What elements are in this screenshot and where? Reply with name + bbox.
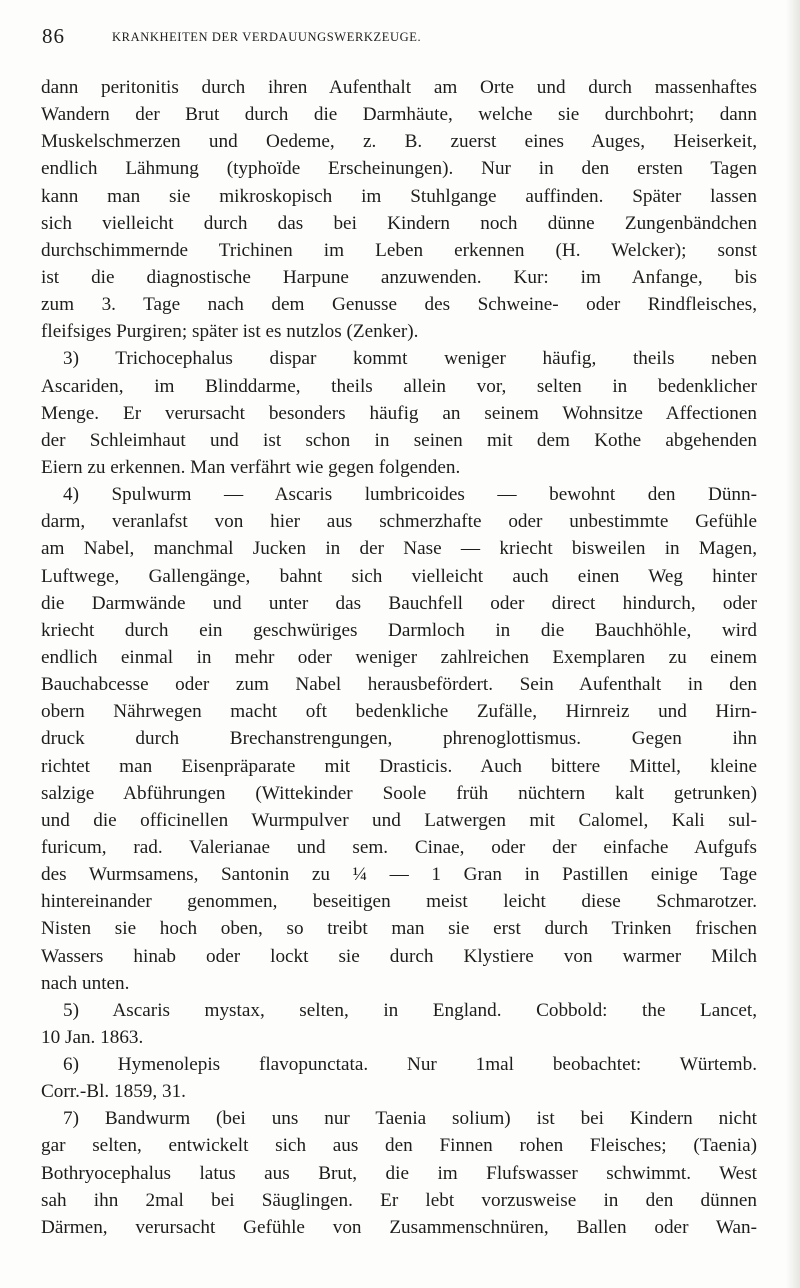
- text-line: zum 3. Tage nach dem Genusse des Schweine- oder Rindfleisches,: [41, 294, 757, 316]
- text-line: durchschimmernde Trichinen im Leben erkennen (H. Welcker); sonst: [41, 239, 757, 261]
- text-line: der Schleimhaut und ist schon in seinen mit dem Kothe abgehenden: [41, 429, 757, 451]
- text-line: Menge. Er verursacht besonders häufig an seinem Wohnsitze Affectionen: [41, 402, 757, 424]
- text-line: 4) Spulwurm — Ascaris lumbricoides — bewohnt den Dünn-: [63, 484, 757, 506]
- text-line: Nisten sie hoch oben, so treibt man sie erst durch Trinken frischen: [41, 918, 757, 940]
- page-edge-shadow: [786, 0, 800, 1288]
- text-line: 5) Ascaris mystax, selten, in England. Cobbold: the Lancet,: [63, 999, 757, 1021]
- text-line: Wandern der Brut durch die Darmhäute, welche sie durchbohrt; dann: [41, 104, 757, 126]
- text-line: Muskelschmerzen und Oedeme, z. B. zuerst eines Auges, Heiserkeit,: [41, 131, 757, 153]
- text-line: Ascariden, im Blinddarme, theils allein vor, selten in bedenklicher: [41, 375, 757, 397]
- text-line: Eiern zu erkennen. Man verfährt wie gegen folgenden.: [41, 456, 461, 478]
- text-line: sah ihn 2mal bei Säuglingen. Er lebt vorzusweise in den dünnen: [41, 1189, 757, 1211]
- text-line: endlich einmal in mehr oder weniger zahlreichen Exemplaren zu einem: [41, 646, 757, 668]
- text-line: fleifsiges Purgiren; später ist es nutzlos (Zenker).: [41, 321, 419, 343]
- text-line: nach unten.: [41, 972, 130, 994]
- text-line: dann peritonitis durch ihren Aufenthalt am Orte und durch massenhaftes: [41, 77, 757, 98]
- text-line: druck durch Brechanstrengungen, phrenoglottismus. Gegen ihn: [41, 728, 757, 750]
- text-line: Wassers hinab oder lockt sie durch Klystiere von warmer Milch: [41, 945, 757, 967]
- body-text: [41, 74, 757, 1241]
- text-line: des Wurmsamens, Santonin zu ¼ — 1 Gran in Pastillen einige Tage: [41, 864, 757, 886]
- text-line: salzige Abführungen (Wittekinder Soole früh nüchtern kalt getrunken): [41, 782, 757, 804]
- text-line: und die officinellen Wurmpulver und Latwergen mit Calomel, Kali sul-: [41, 809, 757, 831]
- text-line: Bauchabcesse oder zum Nabel herausbefördert. Sein Aufenthalt in den: [41, 674, 757, 696]
- text-line: endlich Lähmung (typhoïde Erscheinungen). Nur in den ersten Tagen: [41, 158, 757, 180]
- text-line: Därmen, verursacht Gefühle von Zusammenschnüren, Ballen oder Wan-: [41, 1216, 757, 1238]
- text-line: gar selten, entwickelt sich aus den Finnen rohen Fleisches; (Taenia): [41, 1135, 757, 1157]
- page-header: [42, 24, 758, 54]
- running-head: KRANKHEITEN DER VERDAUUNGSWERKZEUGE.: [112, 30, 422, 44]
- text-line: hintereinander genommen, beseitigen meist leicht diese Schmarotzer.: [41, 891, 757, 913]
- text-line: Luftwege, Gallengänge, bahnt sich vielleicht auch einen Weg hinter: [41, 565, 757, 587]
- text-line: kriecht durch ein geschwüriges Darmloch in die Bauchhöhle, wird: [41, 619, 757, 641]
- text-line: 10 Jan. 1863.: [41, 1026, 144, 1048]
- text-line: 6) Hymenolepis flavopunctata. Nur 1mal beobachtet: Würtemb.: [63, 1054, 757, 1076]
- text-line: richtet man Eisenpräparate mit Drasticis. Auch bittere Mittel, kleine: [41, 755, 757, 777]
- text-line: darm, veranlafst von hier aus schmerzhafte oder unbestimmte Gefühle: [41, 511, 757, 533]
- text-line: obern Nährwegen macht oft bedenkliche Zufälle, Hirnreiz und Hirn-: [41, 701, 757, 723]
- text-line: sich vielleicht durch das bei Kindern noch dünne Zungenbändchen: [41, 212, 757, 234]
- text-line: ist die diagnostische Harpune anzuwenden. Kur: im Anfange, bis: [41, 266, 757, 288]
- page-number: 86: [42, 24, 65, 48]
- text-line: 3) Trichocephalus dispar kommt weniger häufig, theils neben: [63, 348, 757, 370]
- text-line: am Nabel, manchmal Jucken in der Nase — kriecht bisweilen in Magen,: [41, 538, 757, 560]
- text-line: Bothryocephalus latus aus Brut, die im Flufswasser schwimmt. West: [41, 1162, 757, 1184]
- text-line: Corr.-Bl. 1859, 31.: [41, 1081, 186, 1103]
- text-line: die Darmwände und unter das Bauchfell oder direct hindurch, oder: [41, 592, 757, 614]
- text-line: furicum, rad. Valerianae und sem. Cinae, oder der einfache Aufgufs: [41, 836, 757, 858]
- text-line: 7) Bandwurm (bei uns nur Taenia solium) ist bei Kindern nicht: [63, 1108, 757, 1130]
- text-line: kann man sie mikroskopisch im Stuhlgange auffinden. Später lassen: [41, 185, 757, 207]
